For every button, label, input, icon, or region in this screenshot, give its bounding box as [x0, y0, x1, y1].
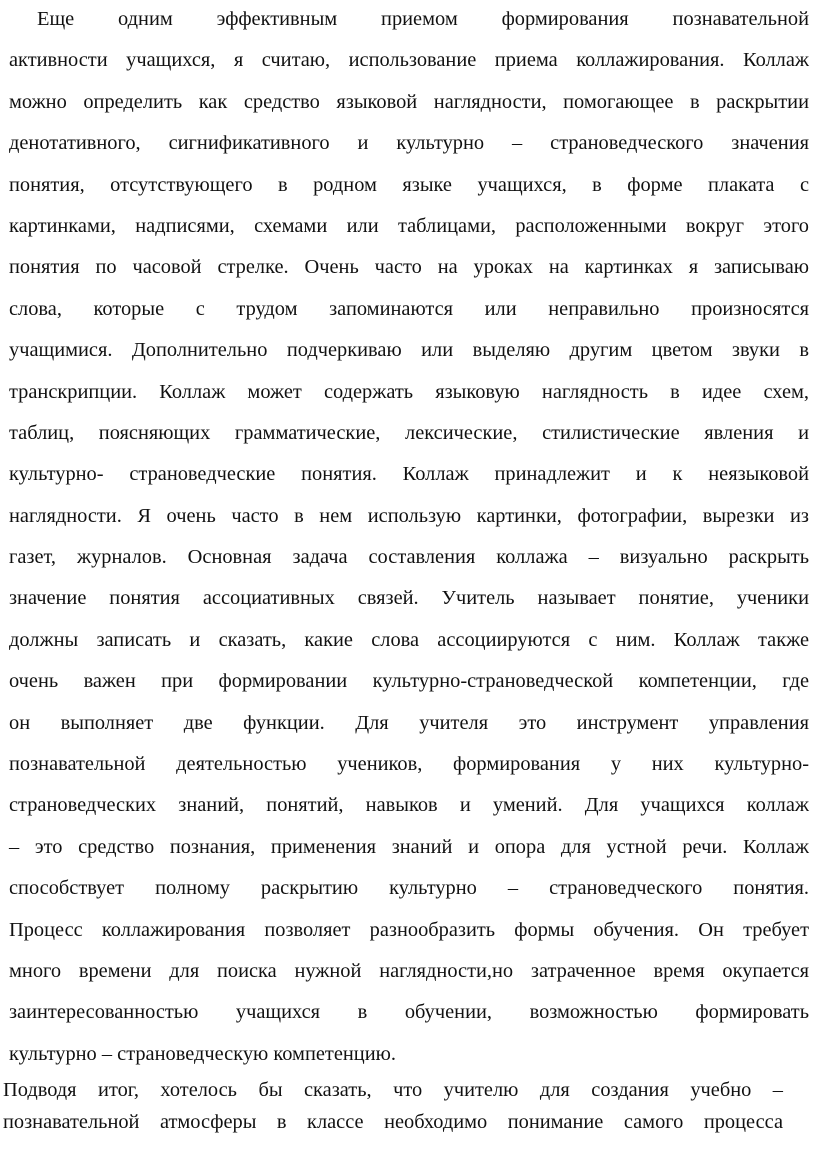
text-line: много времени для поиска нужной наглядности,но затраченное время окупается — [9, 959, 809, 982]
text-line: познавательной атмосферы в классе необходимо понимание самого процесса — [3, 1111, 783, 1133]
text-line: Еще одним эффективным приемом формирования познавательной — [37, 8, 809, 30]
text-line: культурно – страноведческую компетенцию. — [9, 1042, 396, 1065]
text-line: картинками, надписями, схемами или таблицами, расположенными вокруг этого — [9, 214, 809, 237]
body-paragraph-collage — [9, 0, 809, 1076]
text-line: культурно- страноведческие понятия. Коллаж принадлежит и к неязыковой — [9, 463, 809, 486]
text-line: очень важен при формировании культурно-страноведческой компетенции, где — [9, 670, 809, 693]
text-line: – это средство познания, применения знаний и опора для устной речи. Коллаж — [9, 835, 809, 858]
text-line: Процесс коллажирования позволяет разнообразить формы обучения. Он требует — [9, 918, 809, 941]
text-line: понятия, отсутствующего в родном языке учащихся, в форме плаката с — [9, 173, 809, 196]
body-paragraph-conclusion — [3, 1074, 783, 1138]
text-line: активности учащихся, я считаю, использование приема коллажирования. Коллаж — [9, 49, 809, 72]
text-line: он выполняет две функции. Для учителя это инструмент управления — [9, 711, 809, 734]
text-line: познавательной деятельностью учеников, формирования у них культурно- — [9, 753, 809, 776]
text-line: денотативного, сигнификативного и культурно – страноведческого значения — [9, 132, 809, 155]
text-line: Подводя итог, хотелось бы сказать, что учителю для создания учебно – — [3, 1079, 783, 1101]
text-line: газет, журналов. Основная задача составления коллажа – визуально раскрыть — [9, 546, 809, 569]
text-line: слова, которые с трудом запоминаются или неправильно произносятся — [9, 297, 809, 320]
text-line: наглядности. Я очень часто в нем использую картинки, фотографии, вырезки из — [9, 504, 809, 527]
text-line: должны записать и сказать, какие слова ассоциируются с ним. Коллаж также — [9, 628, 809, 651]
text-line: таблиц, поясняющих грамматические, лексические, стилистические явления и — [9, 421, 809, 444]
text-line: понятия по часовой стрелке. Очень часто на уроках на картинках я записываю — [9, 256, 809, 279]
text-line: учащимися. Дополнительно подчеркиваю или выделяю другим цветом звуки в — [9, 339, 809, 362]
text-line: заинтересованностью учащихся в обучении, возможностью формировать — [9, 1001, 809, 1024]
text-line: можно определить как средство языковой наглядности, помогающее в раскрытии — [9, 90, 809, 113]
text-line: транскрипции. Коллаж может содержать языковую наглядность в идее схем, — [9, 380, 809, 403]
text-line: страноведческих знаний, понятий, навыков и умений. Для учащихся коллаж — [9, 794, 809, 817]
text-line: значение понятия ассоциативных связей. Учитель называет понятие, ученики — [9, 587, 809, 610]
text-line: способствует полному раскрытию культурно – страноведческого понятия. — [9, 877, 809, 900]
